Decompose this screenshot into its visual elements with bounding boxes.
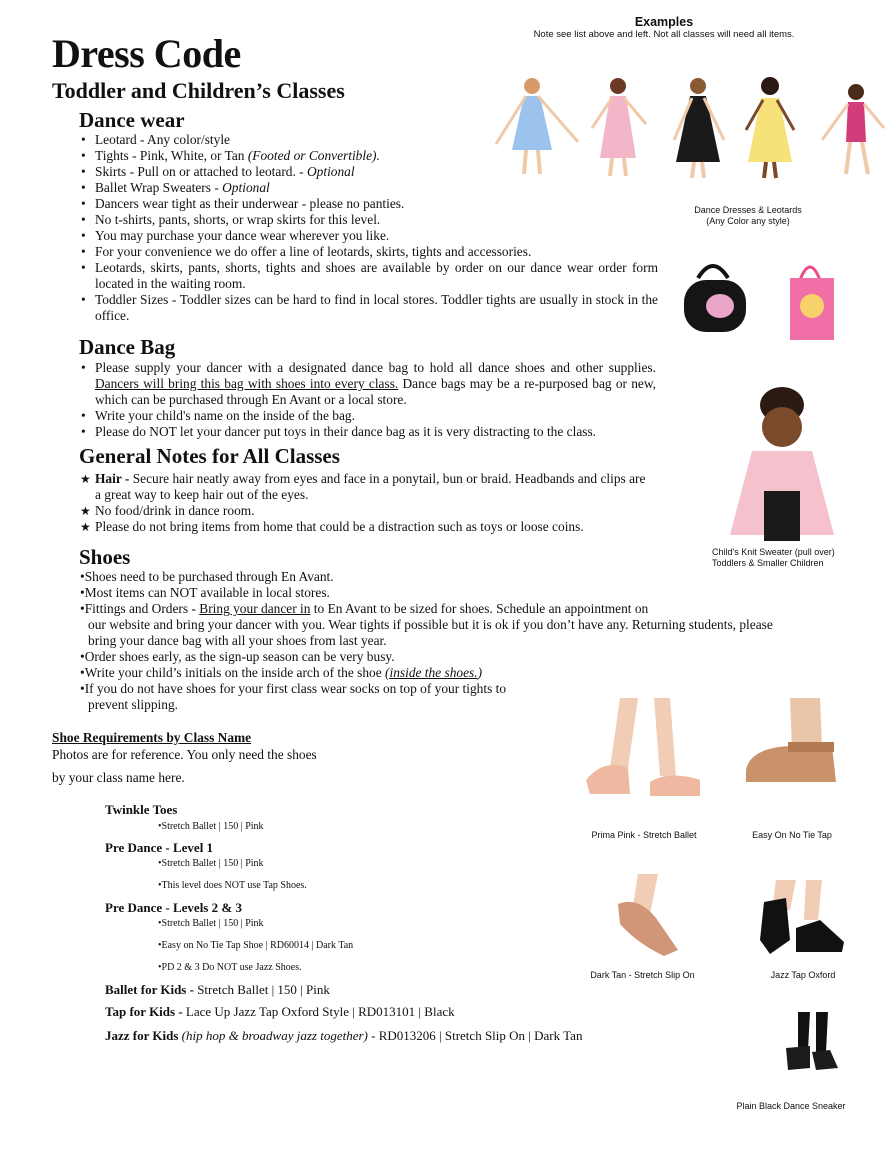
prima-caption: Prima Pink - Stretch Ballet (591, 830, 697, 840)
list-item: • Please do NOT let your dancer put toys in their dance bag as it is very distracting to the class. (80, 424, 656, 440)
dark-tan-caption: Dark Tan - Stretch Slip On (590, 970, 695, 980)
list-item: •Write your child’s initials on the inside arch of the shoe (inside the shoes.) (80, 665, 483, 680)
pre23-item: •Easy on No Tie Tap Shoe | RD60014 | Dark Tan (158, 940, 354, 951)
sweater-caption: Child's Knit Sweater (pull over) Toddlers & Smaller Children (712, 547, 835, 568)
dancer-magenta-leotard (822, 84, 884, 174)
list-item: •Fittings and Orders - Bring your dancer in to En Avant to be sized for shoes. Schedule an appointment on (80, 601, 649, 616)
dance-bag-heading: Dance Bag (79, 335, 176, 359)
class-twinkle-toes: Twinkle Toes (105, 802, 178, 817)
list-item: ★ Please do not bring items from home that could be a distraction such as toys or loose coins. (80, 519, 650, 535)
dance-bag-list (80, 360, 656, 440)
easy-on-tap-photo (740, 698, 840, 793)
list-item: •Most items can NOT available in local stores. (80, 585, 330, 600)
tote-bag (790, 267, 834, 340)
list-item: • Toddler Sizes - Toddler sizes can be hard to find in local stores. Toddler tights are usually in stock in the office. (80, 292, 658, 324)
list-item: • Please supply your dancer with a designated dance bag to hold all dance shoes and other supplies. Dancers will bring this bag with shoes into every class. Dance bags may be a re-purposed bag or new, which can be purchased through En Avant or a local store. (80, 360, 656, 408)
list-item: •Order shoes early, as the sign-up season can be very busy. (80, 649, 395, 664)
requirements-note-1: Photos are for reference. You only need the shoes (52, 747, 317, 762)
list-item: • Leotard - Any color/style (80, 132, 658, 148)
list-item: • Leotards, skirts, pants, shorts, tights and shoes are available by order on our dance wear order form located in the waiting room. (80, 260, 658, 292)
class-tap-kids: Tap for Kids - Lace Up Jazz Tap Oxford Style | RD013101 | Black (105, 1004, 455, 1019)
requirements-note-2: by your class name here. (52, 770, 185, 785)
list-item: • Ballet Wrap Sweaters - Optional (80, 180, 658, 196)
class-ballet-kids: Ballet for Kids - Stretch Ballet | 150 | Pink (105, 982, 330, 997)
pre23-item: •Stretch Ballet | 150 | Pink (158, 918, 264, 929)
list-item: •Shoes need to be purchased through En Avant. (80, 569, 334, 584)
list-item: • Dancers wear tight as their underwear - please no panties. (80, 196, 658, 212)
dresses-caption: Dance Dresses & Leotards (Any Color any style) (694, 205, 802, 226)
shoes-list: •Shoes need to be purchased through En Avant. •Most items can NOT available in local stores. •Fittings and Orders - Bring your dancer in to En Avant to be sized for shoes. Schedule an appointment on our website and bring your dancer with you. Wear tights if possible but it is ok if you don’t have any. Returning students, please bring your dance bag with all your shoes from last year. •Order shoes early, as the sign-up season can be very busy. •Write your child’s initials on the inside arch of the shoe (inside the shoes.) •If you do not have shoes for your first class wear socks on top of your tights to prevent slipping. (80, 569, 860, 713)
examples-heading: Examples (634, 15, 694, 29)
examples-note: Note see list above and left. Not all classes will need all items. (533, 29, 795, 40)
prima-pink-ballet-photo (580, 698, 700, 803)
jazz-tap-oxford-photo (756, 880, 846, 960)
dancer-black-dress (674, 78, 724, 178)
dance-bags-photo (680, 250, 840, 342)
pre1-item: •This level does NOT use Tap Shoes. (158, 880, 307, 891)
jazz-tap-caption: Jazz Tap Oxford (770, 970, 836, 980)
twinkle-item: •Stretch Ballet | 150 | Pink (158, 821, 264, 832)
dance-wear-list (80, 132, 658, 324)
duffel-bag (684, 266, 746, 332)
class-pre-dance-1: Pre Dance - Level 1 (105, 840, 214, 855)
examples-block (520, 15, 808, 40)
list-item: •If you do not have shoes for your first class wear socks on top of your tights to (80, 681, 507, 696)
shoes-heading: Shoes (79, 545, 131, 569)
list-item: • You may purchase your dance wear wherever you like. (80, 228, 658, 244)
page-title: Dress Code (52, 31, 241, 76)
class-pre-dance-2-3: Pre Dance - Levels 2 & 3 (105, 900, 242, 915)
list-item: • Tights - Pink, White, or Tan (Footed or Convertible). (80, 148, 658, 164)
pre1-item: •Stretch Ballet | 150 | Pink (158, 858, 264, 869)
dark-tan-slip-on-photo (608, 874, 688, 959)
list-item: • No t-shirts, pants, shorts, or wrap skirts for this level. (80, 212, 658, 228)
list-item: • Skirts - Pull on or attached to leotard. - Optional (80, 164, 658, 180)
shoe-requirements-heading: Shoe Requirements by Class Name (52, 730, 252, 745)
general-notes-list (80, 471, 650, 535)
list-item: • For your convenience we do offer a line of leotards, skirts, tights and accessories. (80, 244, 658, 260)
easy-tap-caption: Easy On No Tie Tap (752, 830, 832, 840)
dance-wear-heading: Dance wear (79, 108, 185, 132)
list-item: • Write your child's name on the inside of the bag. (80, 408, 656, 424)
pre23-item: •PD 2 & 3 Do NOT use Jazz Shoes. (158, 962, 302, 973)
dancer-yellow-dress (746, 77, 794, 178)
general-notes-heading: General Notes for All Classes (79, 444, 340, 468)
list-item: ★ Hair - Secure hair neatly away from eyes and face in a ponytail, bun or braid. Headbands and clips are a great way to keep hair out of the eyes. (80, 471, 650, 503)
sweater-photo (722, 385, 842, 545)
page-subtitle: Toddler and Children’s Classes (52, 78, 345, 103)
sneaker-caption: Plain Black Dance Sneaker (736, 1101, 846, 1111)
class-jazz-kids: Jazz for Kids (hip hop & broadway jazz together) - RD013206 | Stretch Slip On | Dark Tan (105, 1028, 583, 1043)
dance-sneaker-photo (780, 1012, 842, 1074)
list-item: ★ No food/drink in dance room. (80, 503, 650, 519)
